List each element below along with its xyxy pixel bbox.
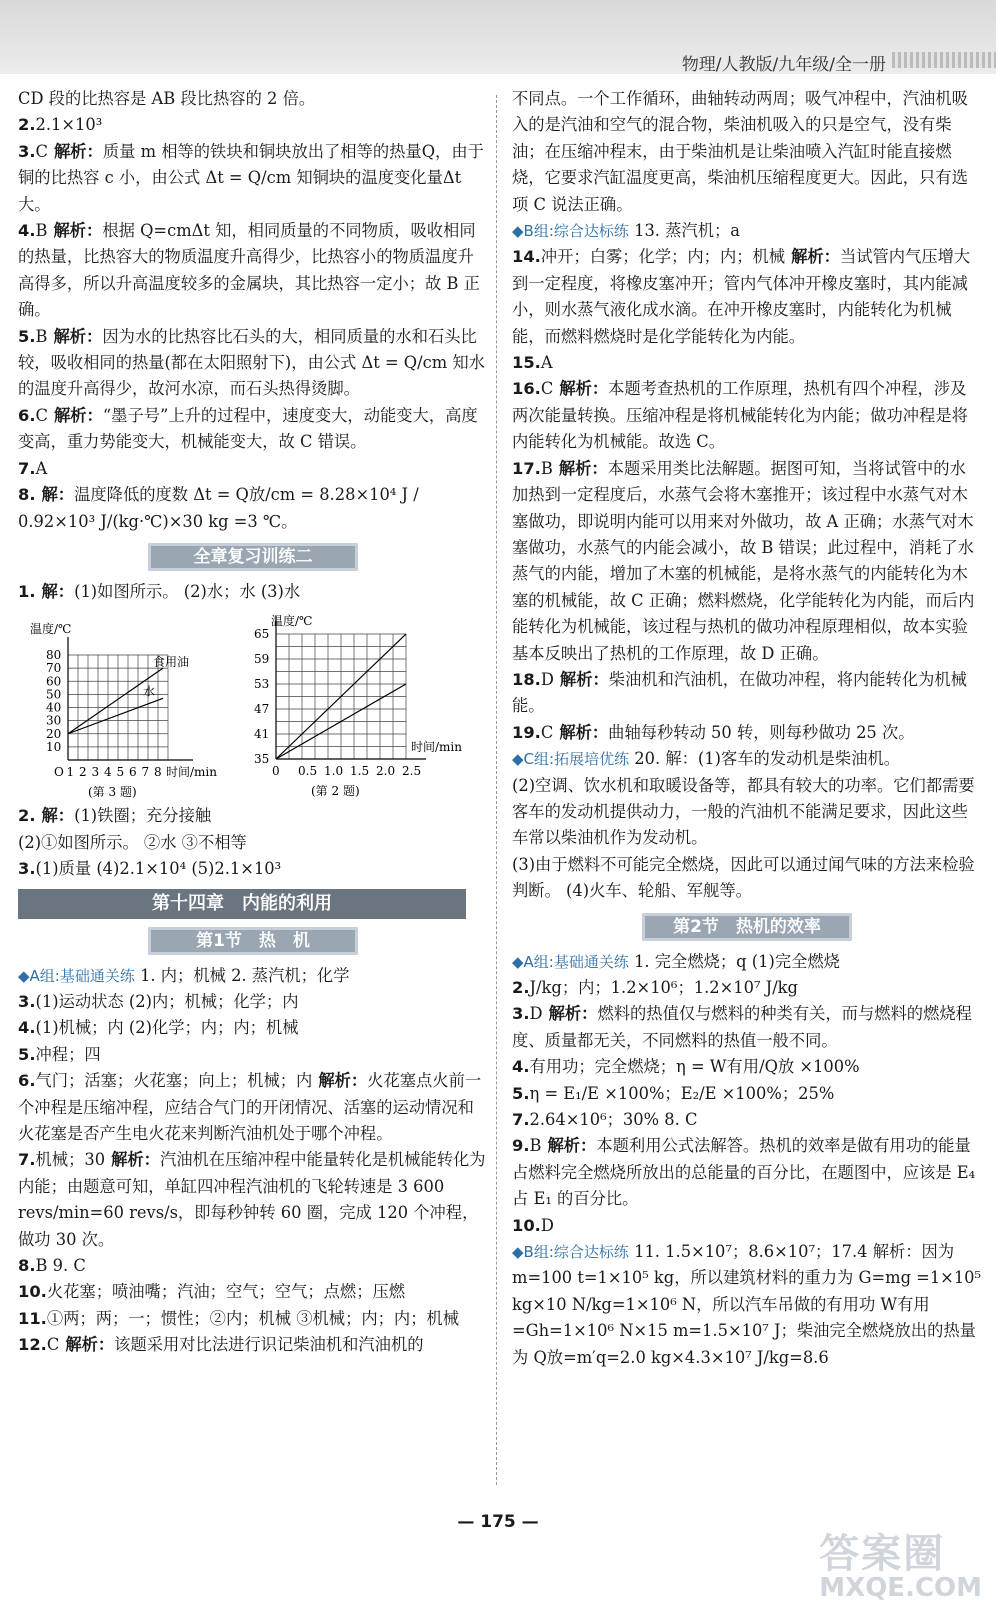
answer-line: [18, 1147, 488, 1253]
answer-text: B: [35, 326, 48, 346]
answer-line: [512, 1107, 982, 1133]
figure-row: [18, 609, 488, 799]
answer-number: 4.: [512, 1057, 530, 1077]
answer-text: 20. 解：(1)客车的发动机是柴油机。: [634, 749, 901, 769]
answer-number: 6.: [18, 1071, 36, 1091]
answer-text: CD 段的比热容是 AB 段比热容的 2 倍。: [18, 89, 316, 108]
y-tick: 50: [46, 687, 62, 702]
y-tick: 47: [254, 702, 270, 717]
answer-text: B: [529, 1136, 542, 1156]
group-name: B组:综合达标练: [523, 1243, 629, 1262]
explanation-text: 燃料的热值仅与燃料的种类有关，而与燃料的燃烧程度、质量都无关，不同燃料的热值一般不同。: [512, 1004, 972, 1050]
answer-text: C: [46, 1335, 60, 1355]
answer-text: J/kg；内；1.2×10⁶；1.2×10⁷ J/kg: [529, 978, 798, 997]
chart-fig3: [28, 615, 228, 805]
group-label: [512, 1243, 629, 1261]
answer-line: [18, 803, 488, 829]
explanation-label: 解析：: [53, 405, 103, 425]
explanation-text: 本题利用公式法解答。热机的效率是做有用功的能量占燃料完全燃烧所放出的总能量的百分比，在题图中，应该是 E₄ 占 E₁ 的百分比。: [512, 1136, 976, 1209]
explanation-label: 解析：: [559, 669, 609, 689]
answer-number: 3.: [18, 141, 36, 161]
answer-text: 气门；活塞；火花塞；向上；机械；内: [35, 1071, 313, 1091]
explanation-label: 解析：: [53, 326, 103, 346]
answer-text: D: [540, 669, 554, 689]
y-tick: 10: [46, 740, 62, 755]
group-label: [512, 222, 629, 240]
explanation-text: 本题考查热机的工作原理，热机有四个冲程，涉及两次能量转换。压缩冲程是将机械能转化为内能；做功冲程是将内能转化为机械能。故选 C。: [512, 379, 968, 452]
answer-text: 火花塞；喷油嘴；汽油；空气；空气；点燃；压燃: [46, 1282, 406, 1302]
explanation-label: 解析：: [791, 247, 840, 267]
y-tick: 53: [254, 677, 270, 692]
answer-text: (1)机械；内 (2)化学；内；内；机械: [35, 1018, 299, 1038]
explanation-label: 解析：: [65, 1335, 115, 1355]
answer-number: 4.: [18, 1018, 36, 1038]
x-tick: 0: [272, 764, 280, 779]
explanation-label: 解析：: [559, 722, 609, 742]
answer-line: [512, 1213, 982, 1239]
x-tick: 7: [141, 765, 150, 780]
answer-line: [512, 720, 982, 746]
fig3-caption: (第 3 题): [88, 785, 137, 800]
x-tick: O: [54, 765, 64, 780]
section-heading: 第1节 热 机: [148, 927, 358, 955]
explanation-label: 解析：: [559, 379, 609, 399]
explanation-text: 本题采用类比法解题。据图可知，当将试管中的水加热到一定程度后，水蒸气会将木塞推开；该过程中水蒸气对木塞做功，即说明内能可以用来对外做功，故 A 正确；水蒸气对木塞做功，水蒸气的内能会减小，故 B 错误；此过程中，消耗了水蒸气的内能，增加了木塞的机械能，是将水蒸气的内能转化为木塞的机械能，故 C 正确；燃料燃烧，化学能转化为内能，而后内能转化为机械能，该过程与热机的做功冲程原理相似，故本实验基本反映出了热机的工作原理，故 D 正确。: [512, 458, 975, 663]
answer-number: 7.: [512, 1110, 530, 1130]
answer-text: C: [35, 141, 48, 161]
x-tick: 0.5: [298, 764, 318, 779]
explanation-label: 解：: [41, 581, 75, 601]
answer-line: [512, 1001, 982, 1054]
x-tick: 4: [104, 765, 112, 780]
answer-text: 2.64×10⁶；30% 8. C: [529, 1110, 698, 1130]
fig2-ylabel: 温度/℃: [271, 614, 313, 629]
watermark-url: MXQE.COM: [819, 1573, 982, 1603]
answer-number: 5.: [18, 1044, 36, 1064]
fig3-xlabel: 时间/min: [166, 765, 217, 780]
x-tick: 5: [116, 765, 125, 780]
answer-line: [512, 773, 982, 852]
x-tick: 6: [129, 765, 137, 780]
answer-number: 17.: [512, 458, 541, 478]
answer-line: [512, 852, 982, 905]
series-water: [68, 699, 163, 734]
x-tick: 1.5: [350, 764, 370, 779]
answer-text: 不同点。一个工作循环，曲轴转动两周；吸气冲程中，汽油机吸入的是汽油和空气的混合物，柴油机吸入的只是空气，没有柴油；在压缩冲程末，由于柴油机是让柴油喷入汽缸时能直接燃烧，它要求汽缸温度更高，柴油机压缩程度更大。因此，只有选项 C 说法正确。: [512, 89, 968, 214]
y-tick: 30: [46, 713, 62, 728]
answer-text: (1)运动状态 (2)内；机械；化学；内: [35, 991, 299, 1011]
answer-number: 10.: [512, 1215, 541, 1235]
answer-line: [512, 86, 982, 218]
answer-line: [18, 1015, 488, 1041]
explanation-text: 质量 m 相等的铁块和铜块放出了相等的热量Q，由于铜的比热容 c 小，由公式 Δt = Q/cm 知铜块的温度变化量Δt 大。: [18, 141, 484, 214]
diamond-icon: ◆: [512, 952, 524, 971]
fig2-xlabel: 时间/min: [411, 740, 462, 755]
answer-line: [18, 403, 488, 456]
group-label: [512, 750, 629, 768]
answer-number: 8.: [18, 485, 36, 505]
group-name: A组:基础通关练: [523, 952, 629, 971]
header-pattern: [892, 52, 996, 68]
watermark-text: 答案圈: [819, 1531, 946, 1577]
series-oil: [68, 668, 163, 734]
answer-text: D: [540, 1215, 554, 1235]
watermark-logo: [819, 1522, 982, 1603]
answer-number: 6.: [18, 405, 36, 425]
explanation-label: 解析：: [318, 1071, 368, 1091]
explanation-text: 汽油机在压缩冲程中能量转化是机械能转化为内能；由题意可知，单缸四冲程汽油机的飞轮转速是 3 600 revs/min=60 revs/s，即每秒钟转 60 圈，完成 120 个冲程，做功 30 次。: [18, 1150, 486, 1249]
answer-line: [18, 218, 488, 324]
answer-group-line: [512, 218, 982, 244]
answer-line: [18, 989, 488, 1015]
answer-text: B: [35, 221, 48, 241]
answer-number: 2.: [18, 806, 36, 826]
explanation-label: 解：: [41, 806, 75, 826]
answer-number: 7.: [18, 458, 36, 478]
explanation-text: 柴油机和汽油机，在做功冲程，将内能转化为机械能。: [512, 669, 967, 716]
answer-text: C: [35, 405, 48, 425]
chapter-heading: 第十四章 内能的利用: [18, 889, 466, 919]
answer-text: ①两；两；一；惯性；②内；机械 ③机械；内；内；机械: [46, 1308, 460, 1328]
answer-group-line: [512, 949, 982, 975]
x-tick: 2: [79, 765, 87, 780]
answer-line: [18, 1068, 488, 1147]
answer-text: (3)由于燃料不可能完全燃烧，因此可以通过闻气味的方法来检验判断。 (4)火车、轮船、军舰等。: [512, 854, 975, 901]
group-name: C组:拓展培优练: [523, 750, 630, 769]
group-name: B组:综合达标练: [523, 222, 629, 241]
y-tick: 80: [46, 648, 62, 663]
answer-number: 11.: [18, 1308, 47, 1328]
x-tick: 1.0: [324, 764, 344, 779]
answer-line: [512, 1054, 982, 1080]
answer-line: [18, 456, 488, 482]
x-tick: 3: [91, 765, 100, 780]
answer-line: [512, 456, 982, 667]
y-tick: 41: [254, 727, 270, 742]
answer-text: 13. 蒸汽机；a: [634, 221, 740, 241]
explanation-label: 解析：: [53, 221, 103, 241]
answer-number: 10.: [18, 1282, 47, 1302]
group-label: [18, 967, 135, 985]
page-header: [0, 0, 996, 74]
explanation-label: 解析：: [548, 1004, 598, 1024]
group-label: [512, 953, 629, 971]
answer-text: C: [540, 722, 554, 742]
column-divider: [496, 95, 497, 1485]
explanation-label: 解析：: [111, 1150, 160, 1170]
answer-number: 15.: [512, 353, 541, 373]
explanation-text: 曲轴每秒转动 50 转，则每秒做功 25 次。: [608, 722, 915, 742]
y-tick: 60: [46, 674, 62, 689]
x-tick: 2.0: [376, 764, 396, 779]
answer-line: [512, 1133, 982, 1212]
answer-text: B: [540, 458, 553, 478]
answer-number: 12.: [18, 1335, 47, 1355]
answer-text: D: [529, 1004, 543, 1024]
section-heading: 全章复习训练二: [148, 543, 358, 571]
x-tick: 8: [154, 765, 162, 780]
explanation-text: (1)如图所示。 (2)水；水 (3)水: [74, 581, 301, 601]
answer-number: 3.: [18, 991, 36, 1011]
answer-text: C: [540, 379, 554, 399]
section-heading: 第2节 热机的效率: [642, 913, 852, 941]
answer-number: 2.: [18, 115, 36, 135]
answer-number: 9.: [512, 1136, 530, 1156]
answer-line: [512, 376, 982, 455]
answer-text: 冲开；白雾；化学；内；内；机械: [540, 247, 786, 267]
explanation-label: 解：: [41, 485, 75, 505]
y-tick: 20: [46, 727, 62, 742]
answer-text: 11. 1.5×10⁷；8.6×10⁷；17.4 解析：因为 m=100 t=1×10⁵ kg，所以建筑材料的重力为 G=mg =1×10⁵ kg×10 N/kg=1×10⁶ N，所以汽车吊做的有用功 W有用=Gh=1×10⁶ N×15 m=1.5×10⁷ J；柴油完全燃烧放出的热量为 Q放=m′q=2.0 kg×4.3×10⁷ J/kg=8.6: [512, 1242, 982, 1367]
answer-text: (2)空调、饮水机和取暖设备等，都具有较大的功率。它们都需要客车的发动机提供动力，一般的汽油机不能满足要求，因此这些车常以柴油机作为发动机。: [512, 775, 975, 848]
diamond-icon: ◆: [512, 222, 524, 241]
answer-text: 1. 内；机械 2. 蒸汽机；化学: [140, 965, 350, 985]
header-tag: 物理/人教版/九年级/全一册: [681, 55, 886, 75]
answer-group-line: [512, 746, 982, 772]
fig2-caption: (第 2 题): [311, 784, 360, 799]
answer-text: η = E₁/E ×100%；E₂/E ×100%；25%: [529, 1083, 835, 1103]
answer-number: 2.: [512, 978, 530, 997]
diamond-icon: ◆: [512, 750, 524, 769]
answer-number: 16.: [512, 379, 541, 399]
answer-number: 18.: [512, 669, 541, 689]
page-number: — 175 —: [457, 1512, 539, 1532]
answer-text: 冲程；四: [35, 1044, 101, 1064]
answer-number: 14.: [512, 247, 541, 267]
answer-line: [512, 244, 982, 350]
answer-text: 有用功；完全燃烧；η = W有用/Q放 ×100%: [529, 1057, 860, 1077]
answer-number: 3.: [512, 1004, 530, 1024]
answer-number: 5.: [18, 326, 36, 346]
answer-line: [18, 482, 488, 535]
answer-line: [18, 1332, 488, 1358]
explanation-text: 温度降低的度数 Δt = Q放/cm = 8.28×10⁴ J / 0.92×10³ J/(kg·℃)×30 kg =3 ℃。: [18, 485, 419, 531]
explanation-label: 解析：: [547, 1136, 597, 1156]
y-tick: 40: [46, 700, 62, 715]
answer-line: [18, 324, 488, 403]
answer-text: A: [35, 458, 48, 478]
left-column: [18, 86, 488, 1359]
explanation-label: 解析：: [53, 141, 103, 161]
answer-text: A: [540, 353, 553, 373]
answer-line: [18, 86, 488, 112]
answer-line: [512, 975, 982, 1001]
chart-fig2: [246, 609, 466, 799]
explanation-text: “墨子号”上升的过程中，速度变大，动能变大，高度变高，重力势能变大，机械能变大，故 C 错误。: [18, 405, 478, 452]
answer-line: [18, 856, 488, 882]
answer-line: [512, 1081, 982, 1107]
answer-group-line: [18, 963, 488, 989]
right-column: [512, 86, 982, 1371]
answer-line: [18, 1306, 488, 1332]
explanation-text: 因为水的比热容比石头的大，相同质量的水和石头比较，吸收相同的热量(都在太阳照射下)，由公式 Δt = Q/cm 知水的温度升高得少，故河水凉，而石头热得烫脚。: [18, 326, 485, 399]
explanation-text: 根据 Q=cmΔt 知，相同质量的不同物质，吸收相同的热量，比热容大的物质温度升高得少，比热容小的物质温度升高得多，所以升高温度较多的金属块，其比热容一定小；故 B 正确。: [18, 221, 480, 320]
answer-line: [18, 1253, 488, 1279]
answer-line: [512, 667, 982, 720]
answer-text: 2.1×10³: [35, 115, 103, 135]
y-tick: 65: [254, 627, 270, 642]
y-tick: 59: [254, 652, 270, 667]
answer-line: [18, 579, 488, 605]
answer-number: 8.: [18, 1256, 36, 1275]
legend-water: 水: [143, 685, 156, 699]
diamond-icon: ◆: [512, 1243, 524, 1262]
explanation-text: (1)铁圈；充分接触: [74, 806, 212, 826]
y-tick: 35: [254, 752, 270, 767]
answer-group-line: [512, 1239, 982, 1371]
answer-number: 19.: [512, 722, 541, 742]
answer-text: (2)①如图所示。 ②水 ③不相等: [18, 832, 247, 852]
answer-text: 机械；30: [35, 1150, 106, 1170]
answer-line: [18, 1042, 488, 1068]
answer-text: (1)质量 (4)2.1×10⁴ (5)2.1×10³: [35, 859, 282, 879]
diamond-icon: ◆: [18, 966, 30, 985]
x-tick: 2.5: [402, 764, 422, 779]
explanation-text: 火花塞点火前一个冲程是压缩冲程，应结合气门的开闭情况、活塞的运动情况和火花塞是否产生电火花来判断汽油机处于哪个冲程。: [18, 1071, 482, 1143]
y-tick: 70: [46, 661, 62, 676]
answer-text: B 9. C: [35, 1256, 86, 1275]
explanation-text: 当试管内气压增大到一定程度，将橡皮塞冲开；管内气体冲开橡皮塞时，其内能减小，则水蒸气液化成水滴。在冲开橡皮塞时，内能转化为机械能，而燃料燃烧时是化学能转化为内能。: [512, 247, 971, 346]
answer-number: 4.: [18, 221, 36, 241]
answer-line: [18, 830, 488, 856]
answer-line: [18, 139, 488, 218]
answer-line: [18, 1279, 488, 1305]
answer-text: 1. 完全燃烧；q (1)完全燃烧: [634, 951, 840, 971]
x-tick: 1: [66, 765, 75, 780]
explanation-label: 解析：: [558, 458, 608, 478]
answer-number: 5.: [512, 1083, 530, 1103]
answer-line: [18, 112, 488, 138]
explanation-text: 该题采用对比法进行识记柴油机和汽油机的: [114, 1335, 424, 1355]
fig3-ylabel: 温度/℃: [30, 622, 72, 637]
legend-oil: 食用油: [153, 655, 190, 670]
group-name: A组:基础通关练: [29, 966, 135, 985]
answer-number: 3.: [18, 859, 36, 879]
answer-number: 1.: [18, 581, 36, 601]
answer-line: [512, 350, 982, 376]
answer-number: 7.: [18, 1150, 36, 1170]
